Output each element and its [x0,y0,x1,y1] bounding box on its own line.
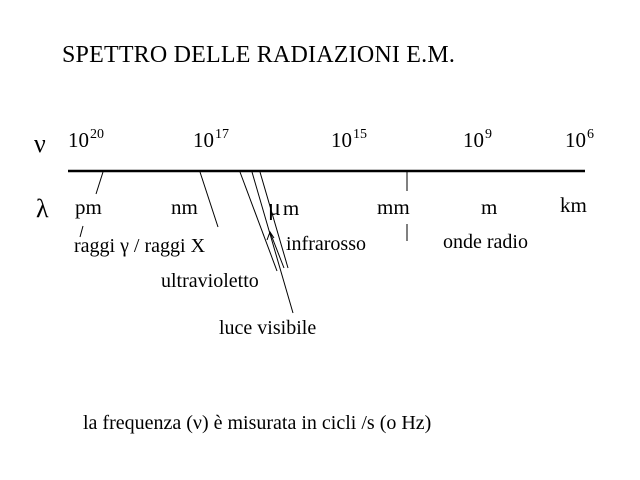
unit-km: km [560,193,587,217]
frequency-base: 10 [331,128,352,152]
radio-waves-label: onde radio [443,231,528,253]
frequency-base: 10 [68,128,89,152]
frequency-base: 10 [565,128,586,152]
micro-symbol: μ [268,195,281,221]
frequency-base: 10 [463,128,484,152]
gamma-xray-label: raggi γ / raggi X [74,235,206,257]
unit-micrometre [268,196,299,220]
unit-label: m [282,196,300,220]
unit-pm: pm [75,195,102,219]
frequency-exponent: 6 [587,127,594,142]
frequency-exponent: 20 [90,127,104,142]
unit-nm: nm [171,195,198,219]
visible-light-label: luce visibile [219,317,317,339]
frequency-note: la frequenza (ν) è misurata in cicli /s (o Hz) [83,412,432,434]
ultraviolet-label: ultravioletto [161,270,259,292]
frequency-exponent: 9 [485,127,492,142]
infrared-label: infrarosso [286,233,366,255]
uv-arrow-line [270,232,284,268]
wavelength-symbol: λ [36,194,49,223]
unit-mm: mm [377,195,410,219]
frequency-exponent: 17 [215,127,229,142]
pm-tick [96,172,103,194]
uv-pointer [240,172,277,271]
unit-m: m [481,195,498,219]
frequency-base: 10 [193,128,214,152]
page-title: SPETTRO DELLE RADIAZIONI E.M. [62,42,456,68]
frequency-exponent: 15 [353,127,367,142]
gamma-xray-boundary [200,172,218,227]
frequency-symbol: ν [34,129,46,158]
